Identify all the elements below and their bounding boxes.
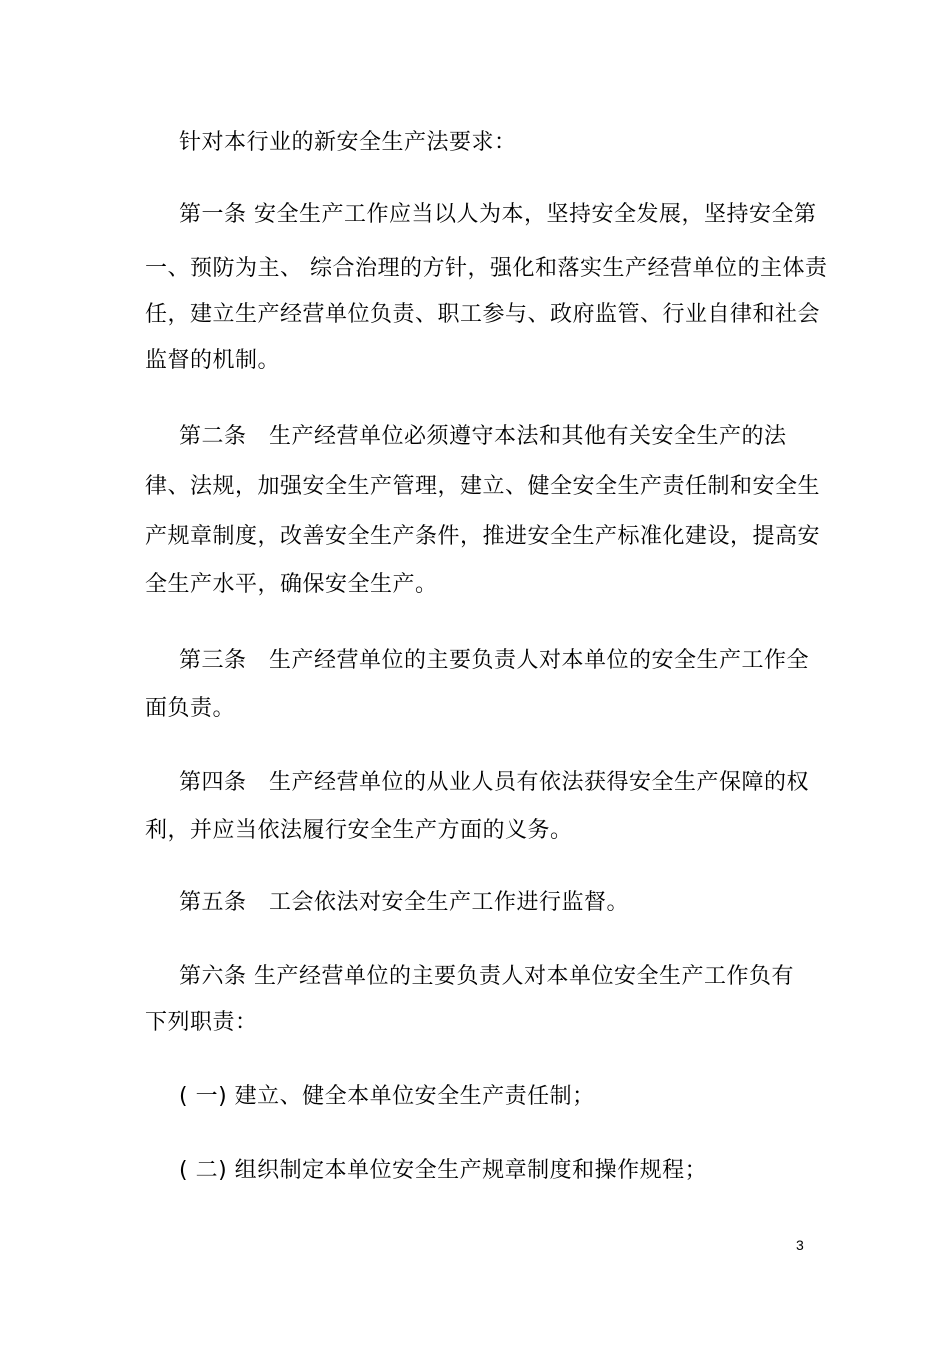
article-2-line: 第二条 生产经营单位必须遵守本法和其他有关安全生产的法 (179, 424, 787, 449)
page-number: 3 (796, 1237, 804, 1253)
article-1-line: 一、预防为主、 综合治理的方针，强化和落实生产经营单位的主体责 (145, 256, 828, 281)
intro-heading: 针对本行业的新安全生产法要求： (179, 130, 517, 155)
article-1-line: 监督的机制。 (145, 348, 281, 373)
article-6-line: 下列职责： (145, 1010, 258, 1035)
list-item: ( 二) 组织制定本单位安全生产规章制度和操作规程； (179, 1158, 708, 1183)
article-6-line: 第六条 生产经营单位的主要负责人对本单位安全生产工作负有 (179, 964, 794, 989)
article-4-line: 利，并应当依法履行安全生产方面的义务。 (145, 818, 573, 843)
article-1-line: 第一条 安全生产工作应当以人为本，坚持安全发展，坚持安全第 (179, 202, 817, 227)
article-3-line: 第三条 生产经营单位的主要负责人对本单位的安全生产工作全 (179, 648, 810, 673)
article-2-line: 产规章制度，改善安全生产条件，推进安全生产标准化建设，提高安 (145, 524, 821, 549)
article-3-line: 面负责。 (145, 696, 236, 721)
article-1-line: 任，建立生产经营单位负责、职工参与、政府监管、行业自律和社会 (145, 302, 821, 327)
article-4-line: 第四条 生产经营单位的从业人员有依法获得安全生产保障的权 (179, 770, 810, 795)
list-item: ( 一) 建立、健全本单位安全生产责任制； (179, 1084, 595, 1109)
article-2-line: 律、法规，加强安全生产管理，建立、健全安全生产责任制和安全生 (145, 474, 821, 499)
article-5-line: 第五条 工会依法对安全生产工作进行监督。 (179, 890, 630, 915)
article-2-line: 全生产水平，确保安全生产。 (145, 572, 438, 597)
